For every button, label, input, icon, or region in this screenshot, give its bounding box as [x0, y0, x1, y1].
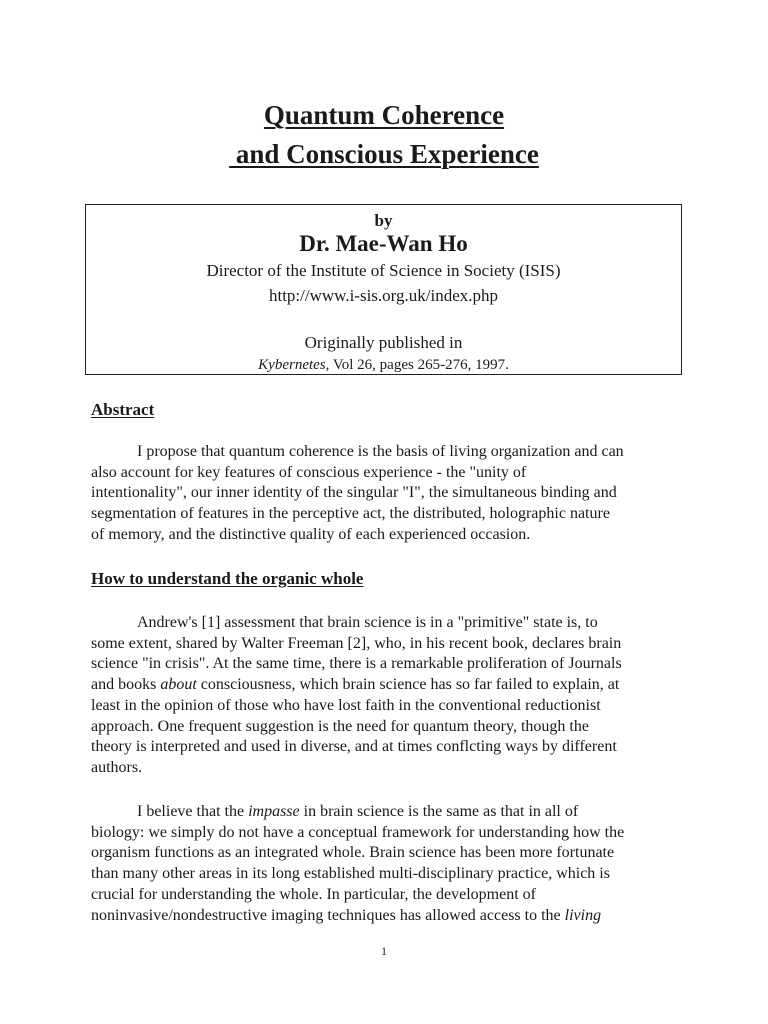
text-line: least in the opinion of those who have lost faith in the conventional reductionist — [91, 696, 601, 714]
text-line: noninvasive/nondestructive imaging techniques has allowed access to the living — [91, 906, 602, 924]
text-line: segmentation of features in the perceptive act, the distributed, holographic nature — [91, 505, 610, 523]
text-line: theory is interpreted and used in diverse, and at times conflcting ways by different — [91, 738, 617, 756]
text-line: than many other areas in its long established multi-disciplinary practice, which is — [91, 865, 610, 883]
text-line: and books about consciousness, which brain science has so far failed to explain, at — [91, 676, 620, 694]
text-line: intentionality", our inner identity of the singular "I", the simultaneous binding and — [91, 484, 617, 502]
journal-name: Kybernetes — [258, 357, 326, 373]
abstract-heading: Abstract — [91, 400, 155, 419]
text-line: also account for key features of conscious experience - the "unity of — [91, 463, 527, 481]
text-line: I propose that quantum coherence is the basis of living organization and can — [137, 443, 624, 460]
emphasis-about: about — [160, 676, 197, 694]
text-line: authors. — [91, 758, 143, 776]
byline-by: by — [374, 211, 393, 230]
author-url: http://www.i-sis.org.uk/index.php — [268, 286, 499, 305]
citation-details: , Vol 26, pages 265-276, 1997. — [325, 357, 509, 373]
author-name: Dr. Mae-Wan Ho — [299, 231, 468, 256]
title-line-1: Quantum Coherence — [263, 100, 505, 130]
text-line: I believe that the impasse in brain science is the same as that in all of — [137, 803, 579, 820]
author-affiliation: Director of the Institute of Science in Society (ISIS) — [206, 261, 561, 280]
emphasis-living: living — [564, 906, 602, 924]
body-paragraph-2 — [91, 802, 671, 926]
text-line: organism functions as an integrated whole. Brain science has been more fortunate — [91, 844, 615, 862]
byline-box — [85, 204, 682, 375]
section-heading: How to understand the organic whole — [91, 569, 364, 588]
text-line: science "in crisis". At the same time, there is a remarkable proliferation of Journals — [91, 655, 622, 673]
text-line: crucial for understanding the whole. In particular, the development of — [91, 885, 536, 903]
title-line-2: and Conscious Experience — [229, 139, 539, 169]
body-paragraph-1 — [91, 613, 671, 779]
abstract-paragraph — [91, 442, 671, 546]
published-label: Originally published in — [304, 333, 463, 352]
text-line: approach. One frequent suggestion is the need for quantum theory, though the — [91, 717, 589, 735]
page-number: 1 — [381, 944, 387, 958]
text-line: biology: we simply do not have a conceptual framework for understanding how the — [91, 823, 625, 841]
emphasis-impasse: impasse — [248, 803, 300, 820]
text-line: of memory, and the distinctive quality of each experienced occasion. — [91, 525, 531, 543]
journal-citation — [86, 357, 681, 374]
text-line: some extent, shared by Walter Freeman [2], who, in his recent book, declares brain — [91, 634, 622, 652]
text-line: Andrew's [1] assessment that brain science is in a "primitive" state is, to — [137, 614, 598, 631]
